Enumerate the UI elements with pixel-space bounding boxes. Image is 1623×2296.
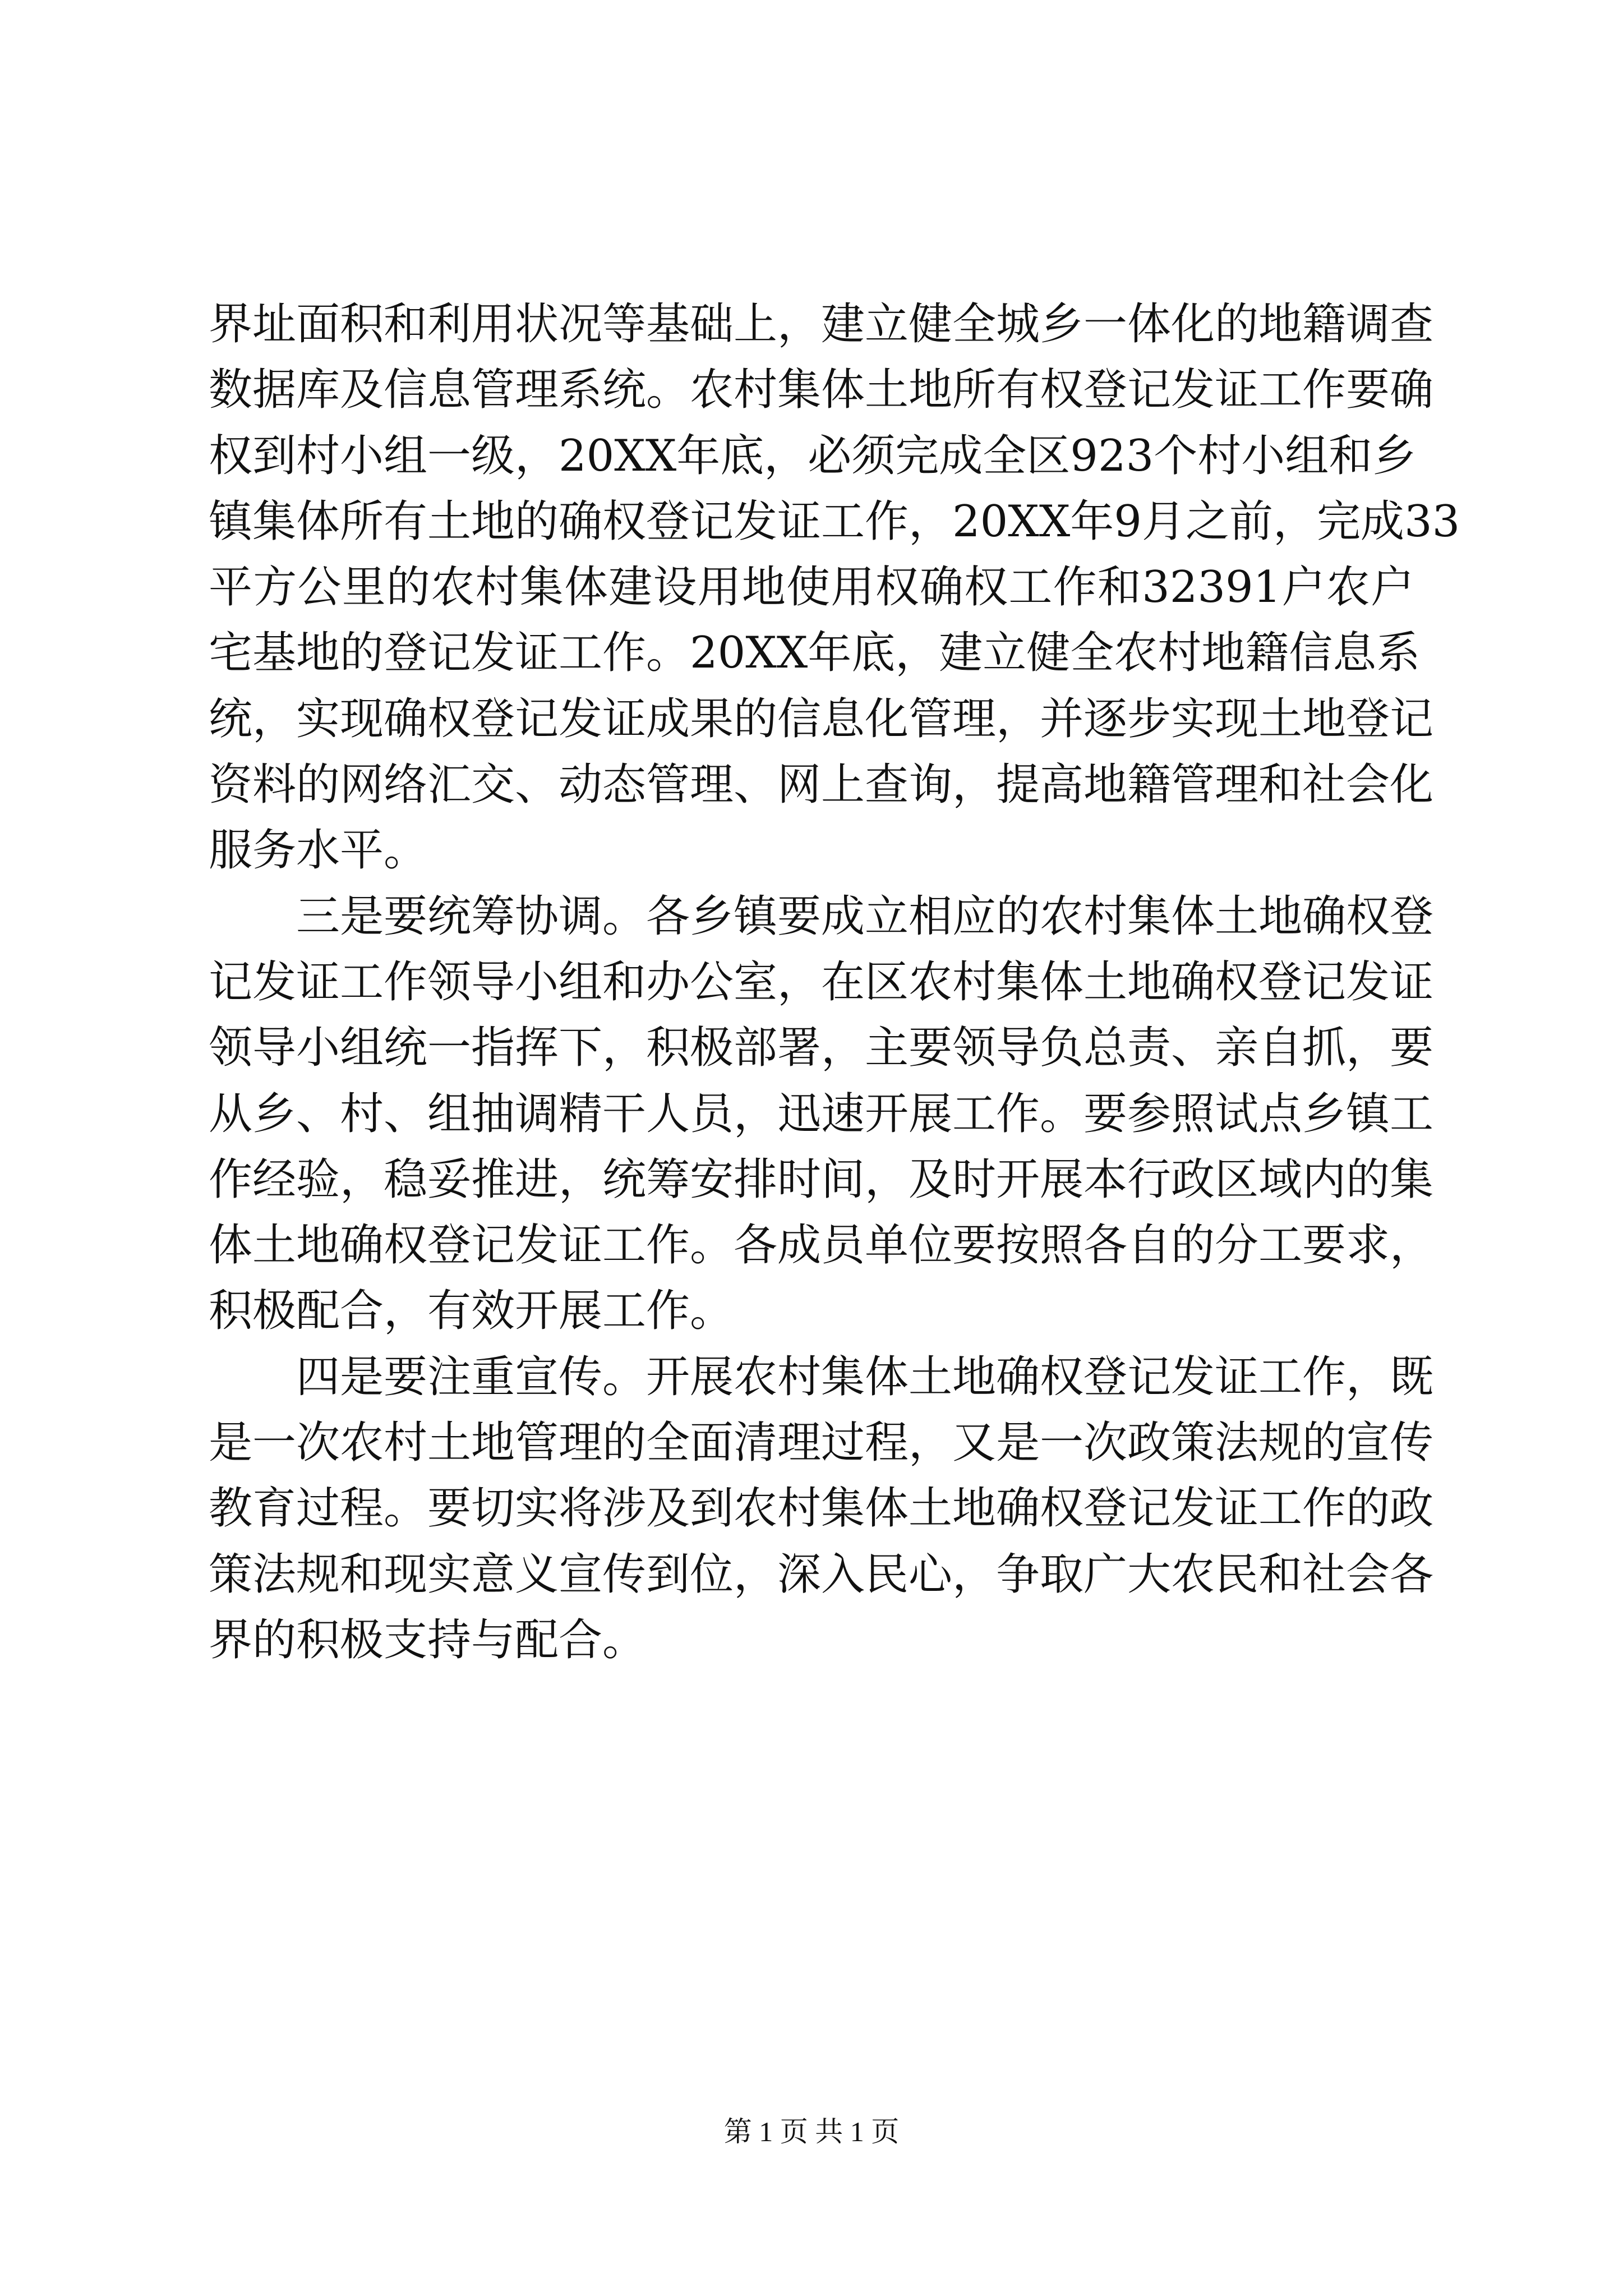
text-line: 体土地确权登记发证工作。各成员单位要按照各自的分工要求，: [209, 1220, 1434, 1271]
document-body: [209, 292, 1460, 1673]
text-line: 记发证工作领导小组和办公室，在区农村集体土地确权登记发证: [209, 956, 1434, 1007]
text-line: 领导小组统一指挥下，积极部署，主要领导负总责、亲自抓，要: [209, 1023, 1434, 1074]
text-line: 是一次农村土地管理的全面清理过程，又是一次政策法规的宣传: [209, 1418, 1434, 1469]
text-line: 策法规和现实意义宣传到位，深入民心，争取广大农民和社会各: [209, 1549, 1434, 1600]
text-line: 平方公里的农村集体建设用地使用权确权工作和32391户农户: [209, 562, 1414, 613]
text-line: 数据库及信息管理系统。农村集体土地所有权登记发证工作要确: [209, 365, 1434, 416]
text-line: 积极配合，有效开展工作。: [209, 1286, 734, 1337]
paragraph-start-line: 四是要注重宣传。开展农村集体土地确权登记发证工作，既: [296, 1351, 1434, 1402]
text-line: 统，实现确权登记发证成果的信息化管理，并逐步实现土地登记: [209, 693, 1434, 744]
text-line: 界址面积和利用状况等基础上，建立健全城乡一体化的地籍调查: [209, 299, 1434, 349]
text-line: 宅基地的登记发证工作。20XX年底，建立健全农村地籍信息系: [209, 628, 1421, 679]
text-line: 作经验，稳妥推进，统筹安排时间，及时开展本行政区域内的集: [209, 1154, 1434, 1205]
paragraph-start-line: 三是要统筹协调。各乡镇要成立相应的农村集体土地确权登: [296, 891, 1434, 942]
text-line: 镇集体所有土地的确权登记发证工作，20XX年9月之前，完成33: [209, 496, 1460, 547]
text-line: 服务水平。: [209, 825, 428, 876]
text-line: 教育过程。要切实将涉及到农村集体土地确权登记发证工作的政: [209, 1483, 1434, 1534]
text-line: 界的积极支持与配合。: [209, 1614, 647, 1665]
page-footer: 第 1 页 共 1 页: [723, 2116, 900, 2147]
text-line: 从乡、村、组抽调精干人员，迅速开展工作。要参照试点乡镇工: [209, 1088, 1434, 1139]
text-line: 权到村小组一级，20XX年底，必须完成全区923个村小组和乡: [209, 430, 1417, 481]
text-line: 资料的网络汇交、动态管理、网上查询，提高地籍管理和社会化: [209, 760, 1434, 811]
